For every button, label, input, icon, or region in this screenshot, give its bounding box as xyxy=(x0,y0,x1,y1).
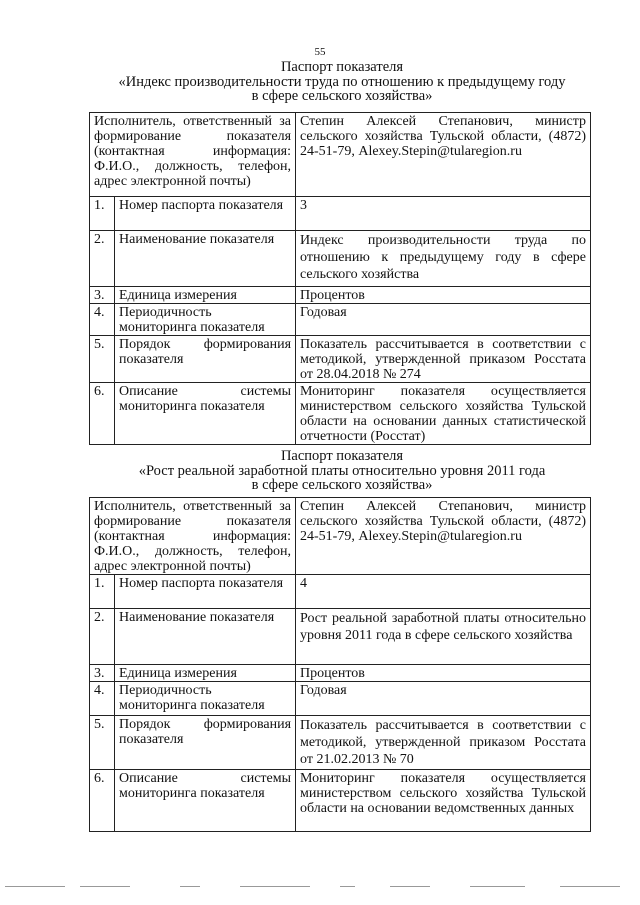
row-label: Единица измерения xyxy=(115,665,296,682)
row-label: Номер паспорта показателя xyxy=(115,197,296,231)
table-row xyxy=(90,770,591,832)
table-row xyxy=(90,665,591,682)
passport-name: «Рост реальной заработной платы относительно уровня 2011 года xyxy=(138,463,546,479)
row-label: Номер паспорта показателя xyxy=(115,575,296,609)
row-number: 6. xyxy=(90,770,115,832)
table-row xyxy=(90,304,591,336)
header-label: Исполнитель, ответственный за формирование показателя (контактная информация: Ф.И.О., должность, телефон, адрес электронной почты) xyxy=(90,113,296,197)
row-label: Наименование показателя xyxy=(115,609,296,665)
row-label: Единица измерения xyxy=(115,287,296,304)
row-value: Мониторинг показателя осуществляется министерством сельского хозяйства Тульской области на основании ведомственных данных xyxy=(296,770,591,832)
page-number: 55 xyxy=(314,46,326,58)
row-value: 4 xyxy=(296,575,591,609)
scan-footer-artifacts xyxy=(0,884,640,890)
table-row xyxy=(90,383,591,445)
row-value: Процентов xyxy=(296,665,591,682)
table-row xyxy=(90,682,591,716)
passport-name: «Индекс производительности труда по отношению к предыдущему году xyxy=(118,74,566,90)
row-value: Мониторинг показателя осуществляется министерством сельского хозяйства Тульской области на основании данных статистической отчетности (Росстат) xyxy=(296,383,591,445)
row-number: 2. xyxy=(90,609,115,665)
table-row xyxy=(90,498,591,575)
row-number: 3. xyxy=(90,665,115,682)
row-label: Наименование показателя xyxy=(115,231,296,287)
table-row xyxy=(90,113,591,197)
row-value: Годовая xyxy=(296,682,591,716)
row-number: 1. xyxy=(90,575,115,609)
row-value: 3 xyxy=(296,197,591,231)
row-number: 6. xyxy=(90,383,115,445)
row-label: Периодичность мониторинга показателя xyxy=(115,682,296,716)
row-value: Показатель рассчитывается в соответствии с методикой, утвержденной приказом Росстата от 21.02.2013 № 70 xyxy=(296,716,591,770)
row-value: Показатель рассчитывается в соответствии с методикой, утвержденной приказом Росстата от 28.04.2018 № 274 xyxy=(296,336,591,383)
table-row xyxy=(90,575,591,609)
table-row xyxy=(90,197,591,231)
table-row xyxy=(90,231,591,287)
table-row xyxy=(90,716,591,770)
passport-title: Паспорт показателя xyxy=(280,448,404,464)
row-value: Индекс производительности труда по отношению к предыдущему году в сфере сельского хозяйства xyxy=(296,231,591,287)
row-label: Описание системы мониторинга показателя xyxy=(115,770,296,832)
row-number: 5. xyxy=(90,336,115,383)
passport-title: Паспорт показателя xyxy=(280,59,404,75)
row-number: 4. xyxy=(90,304,115,336)
row-label: Описание системы мониторинга показателя xyxy=(115,383,296,445)
row-number: 2. xyxy=(90,231,115,287)
row-number: 4. xyxy=(90,682,115,716)
header-value: Степин Алексей Степанович, министр сельского хозяйства Тульской области, (4872) 24-51-79, Alexey.Stepin@tularegion.ru xyxy=(296,113,591,197)
row-number: 3. xyxy=(90,287,115,304)
row-label: Порядок формирования показателя xyxy=(115,336,296,383)
header-label: Исполнитель, ответственный за формирование показателя (контактная информация: Ф.И.О., должность, телефон, адрес электронной почты) xyxy=(90,498,296,575)
row-number: 1. xyxy=(90,197,115,231)
passport-table xyxy=(89,497,591,832)
row-number: 5. xyxy=(90,716,115,770)
row-label: Порядок формирования показателя xyxy=(115,716,296,770)
passport-name-continued: в сфере сельского хозяйства» xyxy=(251,477,433,493)
passport-name-continued: в сфере сельского хозяйства» xyxy=(251,88,433,104)
table-row xyxy=(90,287,591,304)
header-value: Степин Алексей Степанович, министр сельского хозяйства Тульской области, (4872) 24-51-79, Alexey.Stepin@tularegion.ru xyxy=(296,498,591,575)
row-value: Годовая xyxy=(296,304,591,336)
row-value: Рост реальной заработной платы относительно уровня 2011 года в сфере сельского хозяйства xyxy=(296,609,591,665)
row-label: Периодичность мониторинга показателя xyxy=(115,304,296,336)
table-row xyxy=(90,609,591,665)
passport-table xyxy=(89,112,591,445)
row-value: Процентов xyxy=(296,287,591,304)
table-row xyxy=(90,336,591,383)
